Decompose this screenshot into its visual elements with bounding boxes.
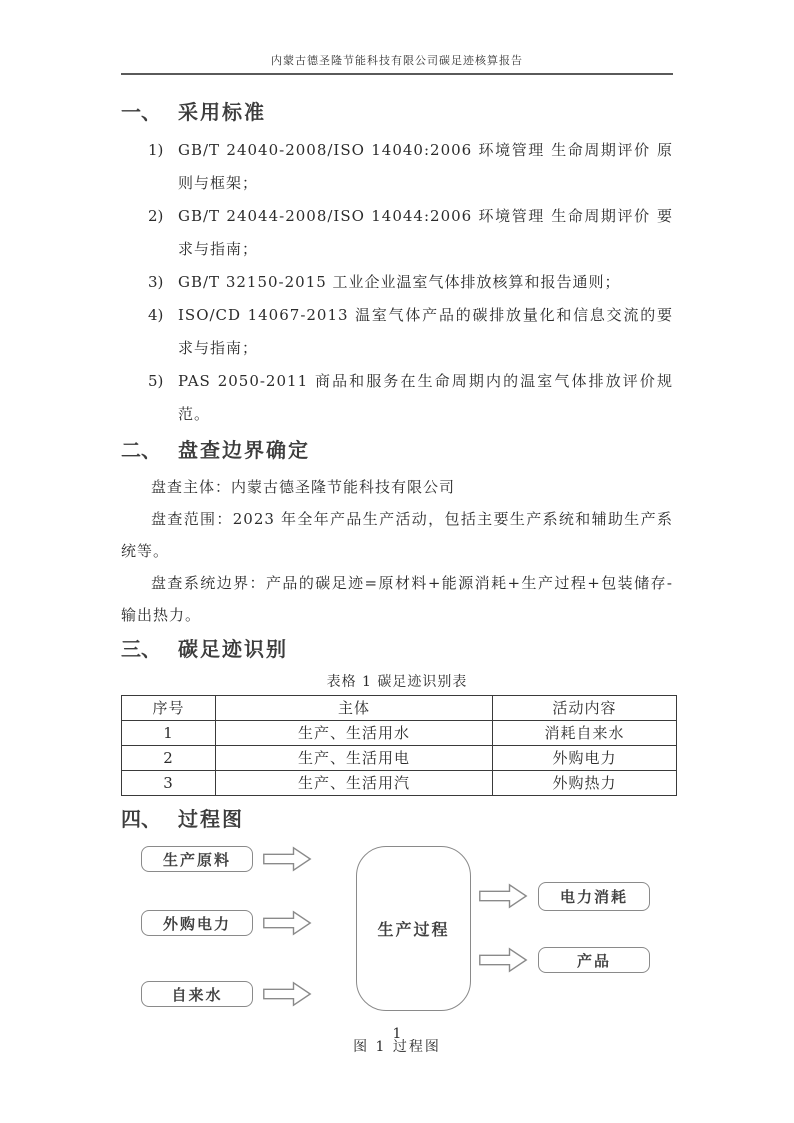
arrow-right-icon <box>478 947 528 973</box>
table-cell: 外购电力 <box>493 746 677 771</box>
diagram-process-box: 生产过程 <box>356 846 471 1011</box>
section-1-title: 采用标准 <box>178 102 266 124</box>
table-header-row <box>122 696 677 721</box>
diagram-output-electricity-consumption: 电力消耗 <box>538 882 650 911</box>
list-item-number: 5) <box>148 372 164 390</box>
section-1-heading <box>121 101 673 125</box>
list-item-number: 4) <box>148 306 164 324</box>
diagram-output-product: 产品 <box>538 947 650 973</box>
arrow-right-icon <box>262 846 312 872</box>
section-3-heading <box>121 638 673 662</box>
list-item-text: PAS 2050-2011 商品和服务在生命周期内的温室气体排放评价规范。 <box>178 372 673 423</box>
list-item-text: ISO/CD 14067-2013 温室气体产品的碳排放量化和信息交流的要求与指南； <box>178 306 673 357</box>
table-cell: 生产、生活用水 <box>216 721 493 746</box>
list-item <box>121 200 673 266</box>
list-item <box>121 299 673 365</box>
list-item-text: GB/T 24044-2008/ISO 14044:2006 环境管理 生命周期评价 要求与指南； <box>178 207 673 258</box>
diagram-input-raw-materials: 生产原料 <box>141 846 253 872</box>
carbon-footprint-table <box>121 695 677 796</box>
table-cell: 3 <box>122 771 216 796</box>
list-item-number: 1) <box>148 141 164 159</box>
table-header-cell: 主体 <box>216 696 493 721</box>
table-cell: 2 <box>122 746 216 771</box>
diagram-input-tap-water: 自来水 <box>141 981 253 1007</box>
process-flow-diagram <box>121 842 673 1018</box>
arrow-right-icon <box>262 981 312 1007</box>
table-caption: 表格 1 碳足迹识别表 <box>326 674 468 690</box>
page-content <box>0 101 794 1056</box>
page-number: 1 <box>392 1026 402 1042</box>
section-3-number: 三、 <box>121 639 161 661</box>
paragraph-inventory-scope: 盘查范围：2023 年全年产品生产活动，包括主要生产系统和辅助生产系统等。 <box>121 510 673 560</box>
list-item-text: GB/T 32150-2015 工业企业温室气体排放核算和报告通则； <box>178 273 621 291</box>
section-2-title: 盘查边界确定 <box>178 440 310 462</box>
section-1-number: 一、 <box>121 102 161 124</box>
table-row <box>122 746 677 771</box>
table-row <box>122 721 677 746</box>
section-4-heading <box>121 808 673 832</box>
list-item-number: 2) <box>148 207 164 225</box>
table-header-cell: 活动内容 <box>493 696 677 721</box>
section-4-title: 过程图 <box>178 809 244 831</box>
figure-caption: 图 1 过程图 <box>353 1039 441 1055</box>
table-cell: 消耗自来水 <box>493 721 677 746</box>
list-item <box>121 134 673 200</box>
table-cell: 生产、生活用汽 <box>216 771 493 796</box>
arrow-right-icon <box>478 883 528 909</box>
table-header-cell: 序号 <box>122 696 216 721</box>
list-item-text: GB/T 24040-2008/ISO 14040:2006 环境管理 生命周期评价 原则与框架； <box>178 141 673 192</box>
section-3-title: 碳足迹识别 <box>178 639 288 661</box>
table-row <box>122 771 677 796</box>
section-4-number: 四、 <box>121 809 161 831</box>
standards-list <box>121 134 673 431</box>
section-2-heading <box>121 439 673 463</box>
section-2-body <box>121 471 673 631</box>
running-header: 内蒙古德圣隆节能科技有限公司碳足迹核算报告 <box>121 0 673 75</box>
diagram-input-purchased-electricity: 外购电力 <box>141 910 253 936</box>
arrow-right-icon <box>262 910 312 936</box>
section-2-number: 二、 <box>121 440 161 462</box>
table-cell: 1 <box>122 721 216 746</box>
list-item <box>121 365 673 431</box>
list-item-number: 3) <box>148 273 164 291</box>
table-cell: 外购热力 <box>493 771 677 796</box>
list-item <box>121 266 673 299</box>
table-cell: 生产、生活用电 <box>216 746 493 771</box>
paragraph-inventory-subject: 盘查主体：内蒙古德圣隆节能科技有限公司 <box>151 478 456 496</box>
paragraph-system-boundary: 盘查系统边界：产品的碳足迹=原材料+能源消耗+生产过程+包装储存-输出热力。 <box>121 574 673 624</box>
